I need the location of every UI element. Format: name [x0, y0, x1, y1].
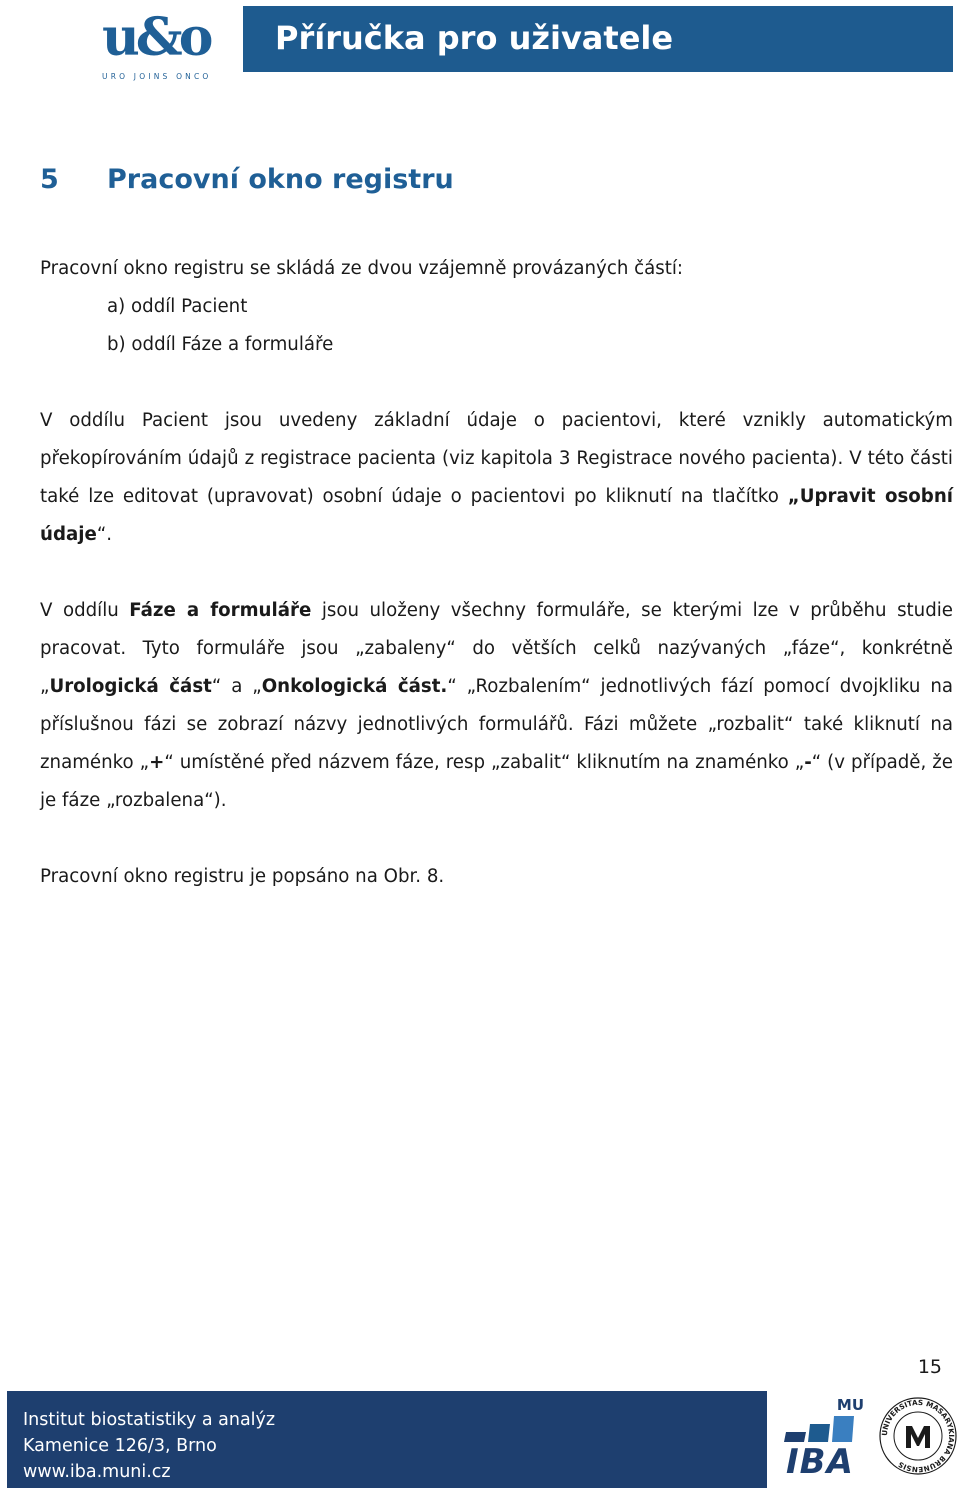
- list-item: a) oddíl Pacient: [107, 296, 248, 317]
- paragraph-text: “ „Rozbalením“ jednotlivých fází pomocí dvojkliku na příslušnou fázi se zobrazí názvy jednotlivých formulářů. Fázi můžete „rozbalit“ také kliknutí na znaménko „: [40, 676, 953, 773]
- footer-institute-name: Institut biostatistiky a analýz: [23, 1410, 276, 1430]
- intro-paragraph: Pracovní okno registru se skládá ze dvou vzájemně provázaných částí:: [40, 258, 684, 279]
- footer-website-link[interactable]: www.iba.muni.cz: [23, 1462, 171, 1482]
- paragraph-phases-forms: [40, 592, 953, 820]
- paragraph-text: V oddílu: [40, 600, 130, 621]
- paragraph-patient-section: [40, 402, 953, 554]
- paragraph-text: jsou uloženy všechny formuláře, se kterými lze v průběhu studie pracovat. Tyto formuláře jsou „zabaleny“ do větších celků nazývaných „fáze“, konkrétně „: [40, 600, 953, 697]
- paragraph-text: “ (v případě, že je fáze „rozbalena“).: [40, 752, 953, 811]
- footer-address: Kamenice 126/3, Brno: [23, 1436, 217, 1456]
- chapter-title: Pracovní okno registru: [107, 164, 454, 195]
- logo-tagline: URO JOINS ONCO: [102, 72, 212, 81]
- logo-mark: u&o: [102, 7, 210, 68]
- mu-label: MU: [836, 1396, 864, 1414]
- iba-mu-logo: [778, 1396, 868, 1486]
- header-bar: [243, 6, 953, 72]
- paragraph-text: “.: [96, 524, 113, 545]
- uro-joins-onco-logo: [100, 8, 218, 86]
- emphasis-open-quote: „: [787, 486, 800, 507]
- iba-label: IBA: [786, 1442, 854, 1482]
- emphasis-plus-sign: +: [149, 752, 165, 773]
- document-title: Příručka pro uživatele: [275, 19, 674, 57]
- iba-bars-icon: [780, 1414, 864, 1444]
- seal-text: UNIVERSITAS MASARYKIANA BRUNENSIS: [879, 1397, 957, 1475]
- emphasis-edit-personal-data: Upravit osobní údaje: [40, 486, 954, 545]
- emphasis-minus-sign: -: [804, 752, 812, 773]
- footer-bar: [7, 1391, 767, 1488]
- page-number: 15: [917, 1356, 942, 1378]
- paragraph-figure-reference: Pracovní okno registru je popsáno na Obr. 8.: [40, 866, 445, 887]
- paragraph-text: “ umístěné před názvem fáze, resp „zabalit“ kliknutím na znaménko „: [164, 752, 805, 773]
- emphasis-phases-and-forms: Fáze a formuláře: [129, 600, 312, 621]
- chapter-heading: [40, 160, 454, 200]
- paragraph-text: “ a „: [211, 676, 262, 697]
- intro-block: [40, 250, 953, 364]
- paragraph-text: V oddílu Pacient jsou uvedeny základní údaje o pacientovi, které vznikly automatickým překopírováním údajů z registrace pacienta (viz kapitola 3 Registrace nového pacienta). V této části také lze editovat (upravovat) osobní údaje o pacientovi po kliknutí na tlačítko: [40, 410, 953, 507]
- emphasis-oncology-part: Onkologická část.: [261, 676, 448, 697]
- emphasis-urology-part: Urologická část: [49, 676, 212, 697]
- chapter-number: 5: [40, 164, 59, 195]
- list-item: b) oddíl Fáze a formuláře: [107, 334, 334, 355]
- masaryk-university-seal-icon: [878, 1396, 958, 1476]
